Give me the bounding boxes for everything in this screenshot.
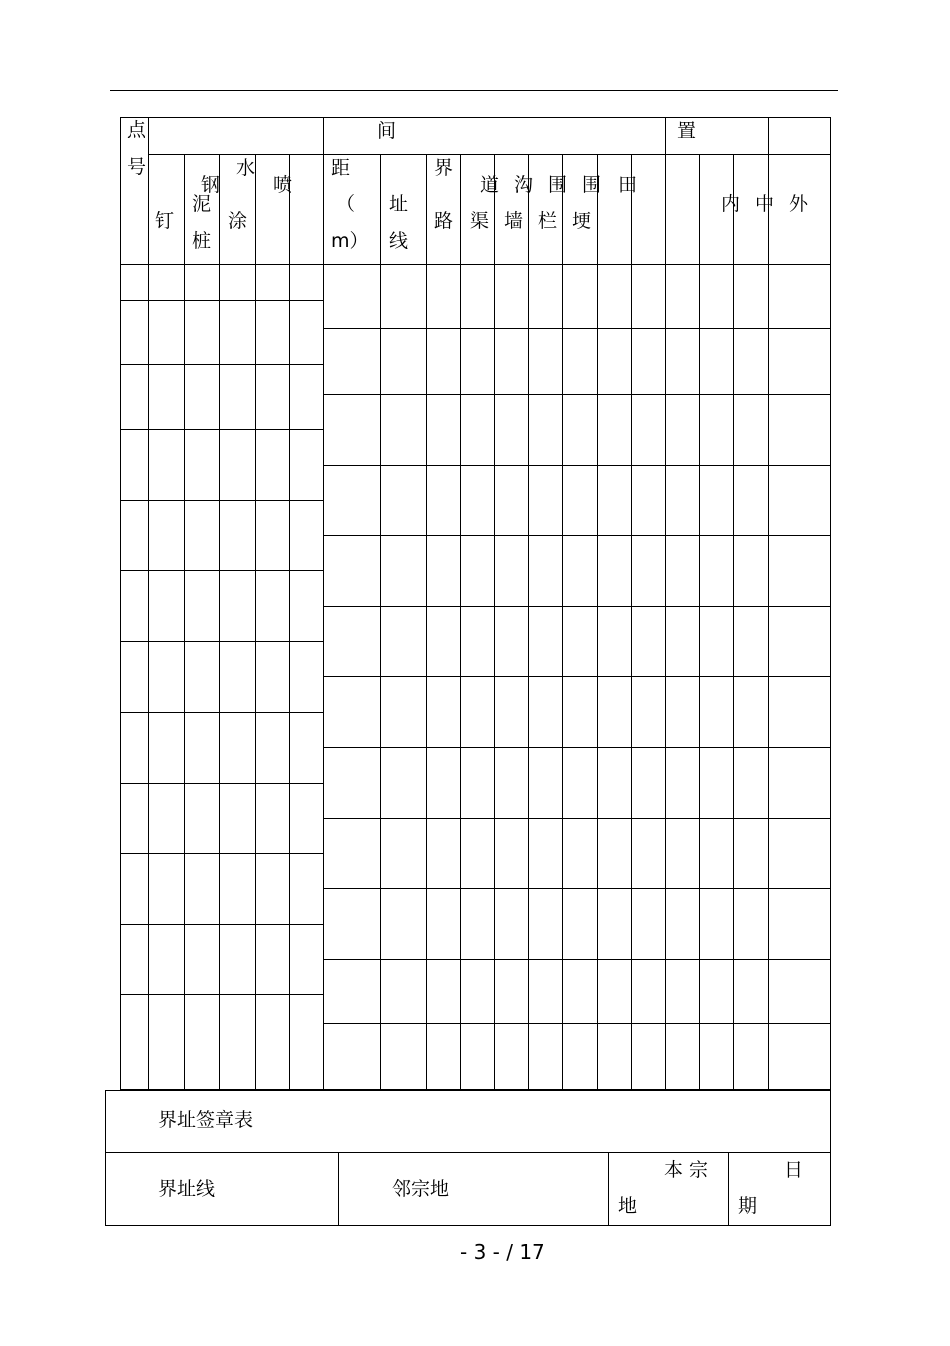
sign-col-neighbor: 邻宗地 xyxy=(392,1178,450,1200)
header-gang: 钢 xyxy=(201,174,221,196)
header-tu: 涂 xyxy=(228,210,248,232)
header-zhuang: 桩 xyxy=(192,230,212,252)
header-xian: 线 xyxy=(389,230,409,252)
table-top-border xyxy=(120,117,831,118)
header-qiang: 墙 xyxy=(504,210,524,232)
header-jie: 界 xyxy=(434,157,454,179)
header-qu: 渠 xyxy=(470,210,490,232)
header-ni: 泥 xyxy=(192,193,212,215)
header-pen: 喷 xyxy=(273,174,293,196)
header-bottom-border xyxy=(120,264,831,265)
sign-col-this-parcel-1: 本 宗 xyxy=(664,1159,709,1181)
sign-col-this-parcel-2: 地 xyxy=(618,1195,638,1217)
header-jian-label: 间 xyxy=(377,120,397,142)
header-lan: 栏 xyxy=(538,210,558,232)
header-zhi-label: 置 xyxy=(677,120,697,142)
header-unit-m: m） xyxy=(331,230,369,252)
header-gou: 沟 xyxy=(514,174,534,196)
header-dao: 道 xyxy=(480,174,500,196)
sign-col-boundary: 界址线 xyxy=(158,1178,216,1200)
header-point-char-1: 点 xyxy=(127,119,147,141)
header-zhong: 中 xyxy=(755,193,775,215)
page-number: - 3 - / 17 xyxy=(460,1240,545,1264)
header-zhi2: 址 xyxy=(389,193,409,215)
header-divider xyxy=(148,154,831,155)
header-wai: 外 xyxy=(789,193,809,215)
header-nei: 内 xyxy=(721,193,741,215)
header-ju: 距 xyxy=(331,157,351,179)
header-shui: 水 xyxy=(236,157,256,179)
header-geng: 埂 xyxy=(572,210,592,232)
header-wei-1: 围 xyxy=(548,174,568,196)
header-lu: 路 xyxy=(434,210,454,232)
header-paren-open: （ xyxy=(336,193,356,215)
sign-table-title: 界址签章表 xyxy=(158,1109,254,1131)
header-rule xyxy=(110,90,838,91)
sign-col-date-1: 日 xyxy=(784,1159,804,1181)
header-tian: 田 xyxy=(618,174,638,196)
sign-col-date-2: 期 xyxy=(738,1195,758,1217)
header-ding: 钉 xyxy=(155,210,175,232)
header-wei-2: 围 xyxy=(582,174,602,196)
header-point-char-2: 号 xyxy=(127,156,147,178)
